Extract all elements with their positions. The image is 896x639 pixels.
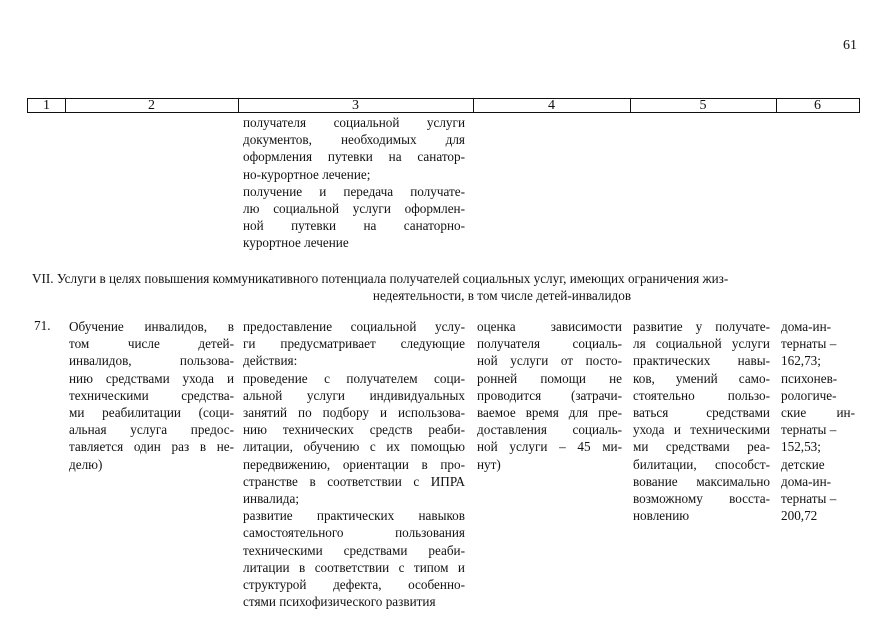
text-line: ваться средствами	[633, 405, 770, 421]
text-line: ной путевки на санаторно-	[243, 218, 465, 234]
header-col-5: 5	[699, 98, 707, 113]
text-line: литации в соответствии с типом и	[243, 559, 465, 575]
text-line: 200,72	[781, 508, 818, 524]
text-line: документов, необходимых для	[243, 132, 465, 148]
text-line: проводится (затрачи-	[477, 387, 622, 403]
text-line: оценка зависимости	[477, 319, 622, 334]
text-line: лю социальной услуги оформлен-	[243, 201, 465, 217]
text-line: альной услуги индивидуальных	[243, 387, 465, 403]
text-line: ги предусматривает следующие	[243, 336, 465, 352]
text-line: 152,53;	[781, 439, 821, 455]
row-71-col6	[781, 318, 855, 524]
text-line: стями психофизического развития	[243, 594, 436, 610]
text-line: ронней помощи не	[477, 370, 622, 386]
row-number: 71.	[34, 318, 51, 333]
text-line: но-курортное лечение;	[243, 166, 371, 182]
text-line: психонев-	[781, 370, 838, 386]
text-line: инвалида;	[243, 491, 300, 507]
text-line: том числе детей-	[69, 336, 234, 352]
text-line: дома-ин-	[781, 473, 832, 489]
text-line: развитие у получате-	[633, 319, 770, 334]
text-line: структурой дефекта, особенно-	[243, 577, 465, 593]
text-line: доставления социаль-	[477, 422, 622, 438]
text-line: возможному восста-	[633, 491, 770, 507]
text-line: делю)	[69, 456, 103, 472]
text-line: проведение с получателем соци-	[243, 370, 465, 386]
text-line: Обучение инвалидов, в	[69, 319, 234, 334]
text-line: детские	[781, 456, 825, 472]
text-line: предоставление социальной услу-	[243, 319, 465, 334]
text-line: ми средствами реа-	[633, 439, 770, 455]
text-line: ваемое время для пре-	[477, 405, 622, 421]
header-col-1: 1	[43, 98, 50, 113]
text-line: нию средствами ухода и	[69, 370, 234, 386]
header-col-4: 4	[548, 98, 555, 113]
section-heading-line-2: недеятельности, в том числе детей-инвалидов	[372, 288, 632, 303]
text-line: ми реабилитации (соци-	[69, 405, 234, 421]
text-line: вование максимально	[633, 473, 770, 489]
text-line: получение и передача получате-	[243, 183, 465, 199]
text-line: развитие практических навыков	[243, 508, 465, 524]
text-line: стоятельно пользо-	[633, 387, 770, 403]
text-line: инвалидов, пользова-	[69, 353, 234, 369]
text-line: техническими средствами реаби-	[243, 542, 465, 558]
header-col-3: 3	[352, 98, 359, 113]
row-71-col2	[69, 318, 234, 473]
text-line: нут)	[477, 456, 501, 472]
text-line: ков, умений само-	[633, 370, 770, 386]
text-line: занятий по подбору и использова-	[243, 405, 465, 421]
text-line: получателя социальной услуги	[243, 115, 465, 130]
text-line: ухода и техническими	[633, 422, 770, 438]
text-line: литации, обучению с их помощью	[243, 439, 465, 455]
text-line: нию технических средств реаби-	[243, 422, 465, 438]
row-71-col5	[633, 318, 770, 524]
section-heading-line-1: VII. Услуги в целях повышения коммуникативного потенциала получателей социальных услуг, имеющих ограничения жиз-	[32, 271, 729, 286]
text-line: передвижению, ориентации в про-	[243, 456, 465, 472]
page-number: 61	[843, 38, 857, 53]
text-line: странстве в соответствии с ИПРА	[243, 473, 465, 489]
text-line: самостоятельного пользования	[243, 525, 465, 541]
text-line: ля социальной услуги	[633, 336, 770, 352]
text-line: тернаты –	[781, 336, 837, 352]
text-line: действия:	[243, 353, 298, 369]
text-line: курортное лечение	[243, 235, 349, 251]
text-line: ной услуги – 45 ми-	[477, 439, 622, 455]
text-line: получателя социаль-	[477, 336, 622, 352]
text-line: новлению	[633, 508, 690, 524]
header-col-2: 2	[148, 98, 155, 113]
text-line: билитации, способст-	[633, 456, 770, 472]
text-line: ной услуги от посто-	[477, 353, 622, 369]
text-line: тернаты –	[781, 422, 837, 438]
text-line: дома-ин-	[781, 319, 832, 334]
text-line: альная услуга предос-	[69, 422, 234, 438]
text-line: тавляется один раз в не-	[69, 439, 234, 455]
text-line: ские ин-	[781, 405, 855, 421]
section-heading	[32, 270, 862, 304]
row-71-col3	[243, 318, 465, 610]
row-71-col4	[477, 318, 622, 473]
text-line: оформления путевки на санатор-	[243, 149, 465, 165]
text-line: рологиче-	[781, 387, 837, 403]
text-line: практических навы-	[633, 353, 770, 369]
text-line: тернаты –	[781, 491, 837, 507]
text-line: техническими средства-	[69, 387, 234, 403]
header-col-6: 6	[814, 98, 821, 113]
table-header-row	[27, 98, 860, 113]
continuation-cell-col3	[243, 114, 465, 252]
text-line: 162,73;	[781, 353, 821, 369]
